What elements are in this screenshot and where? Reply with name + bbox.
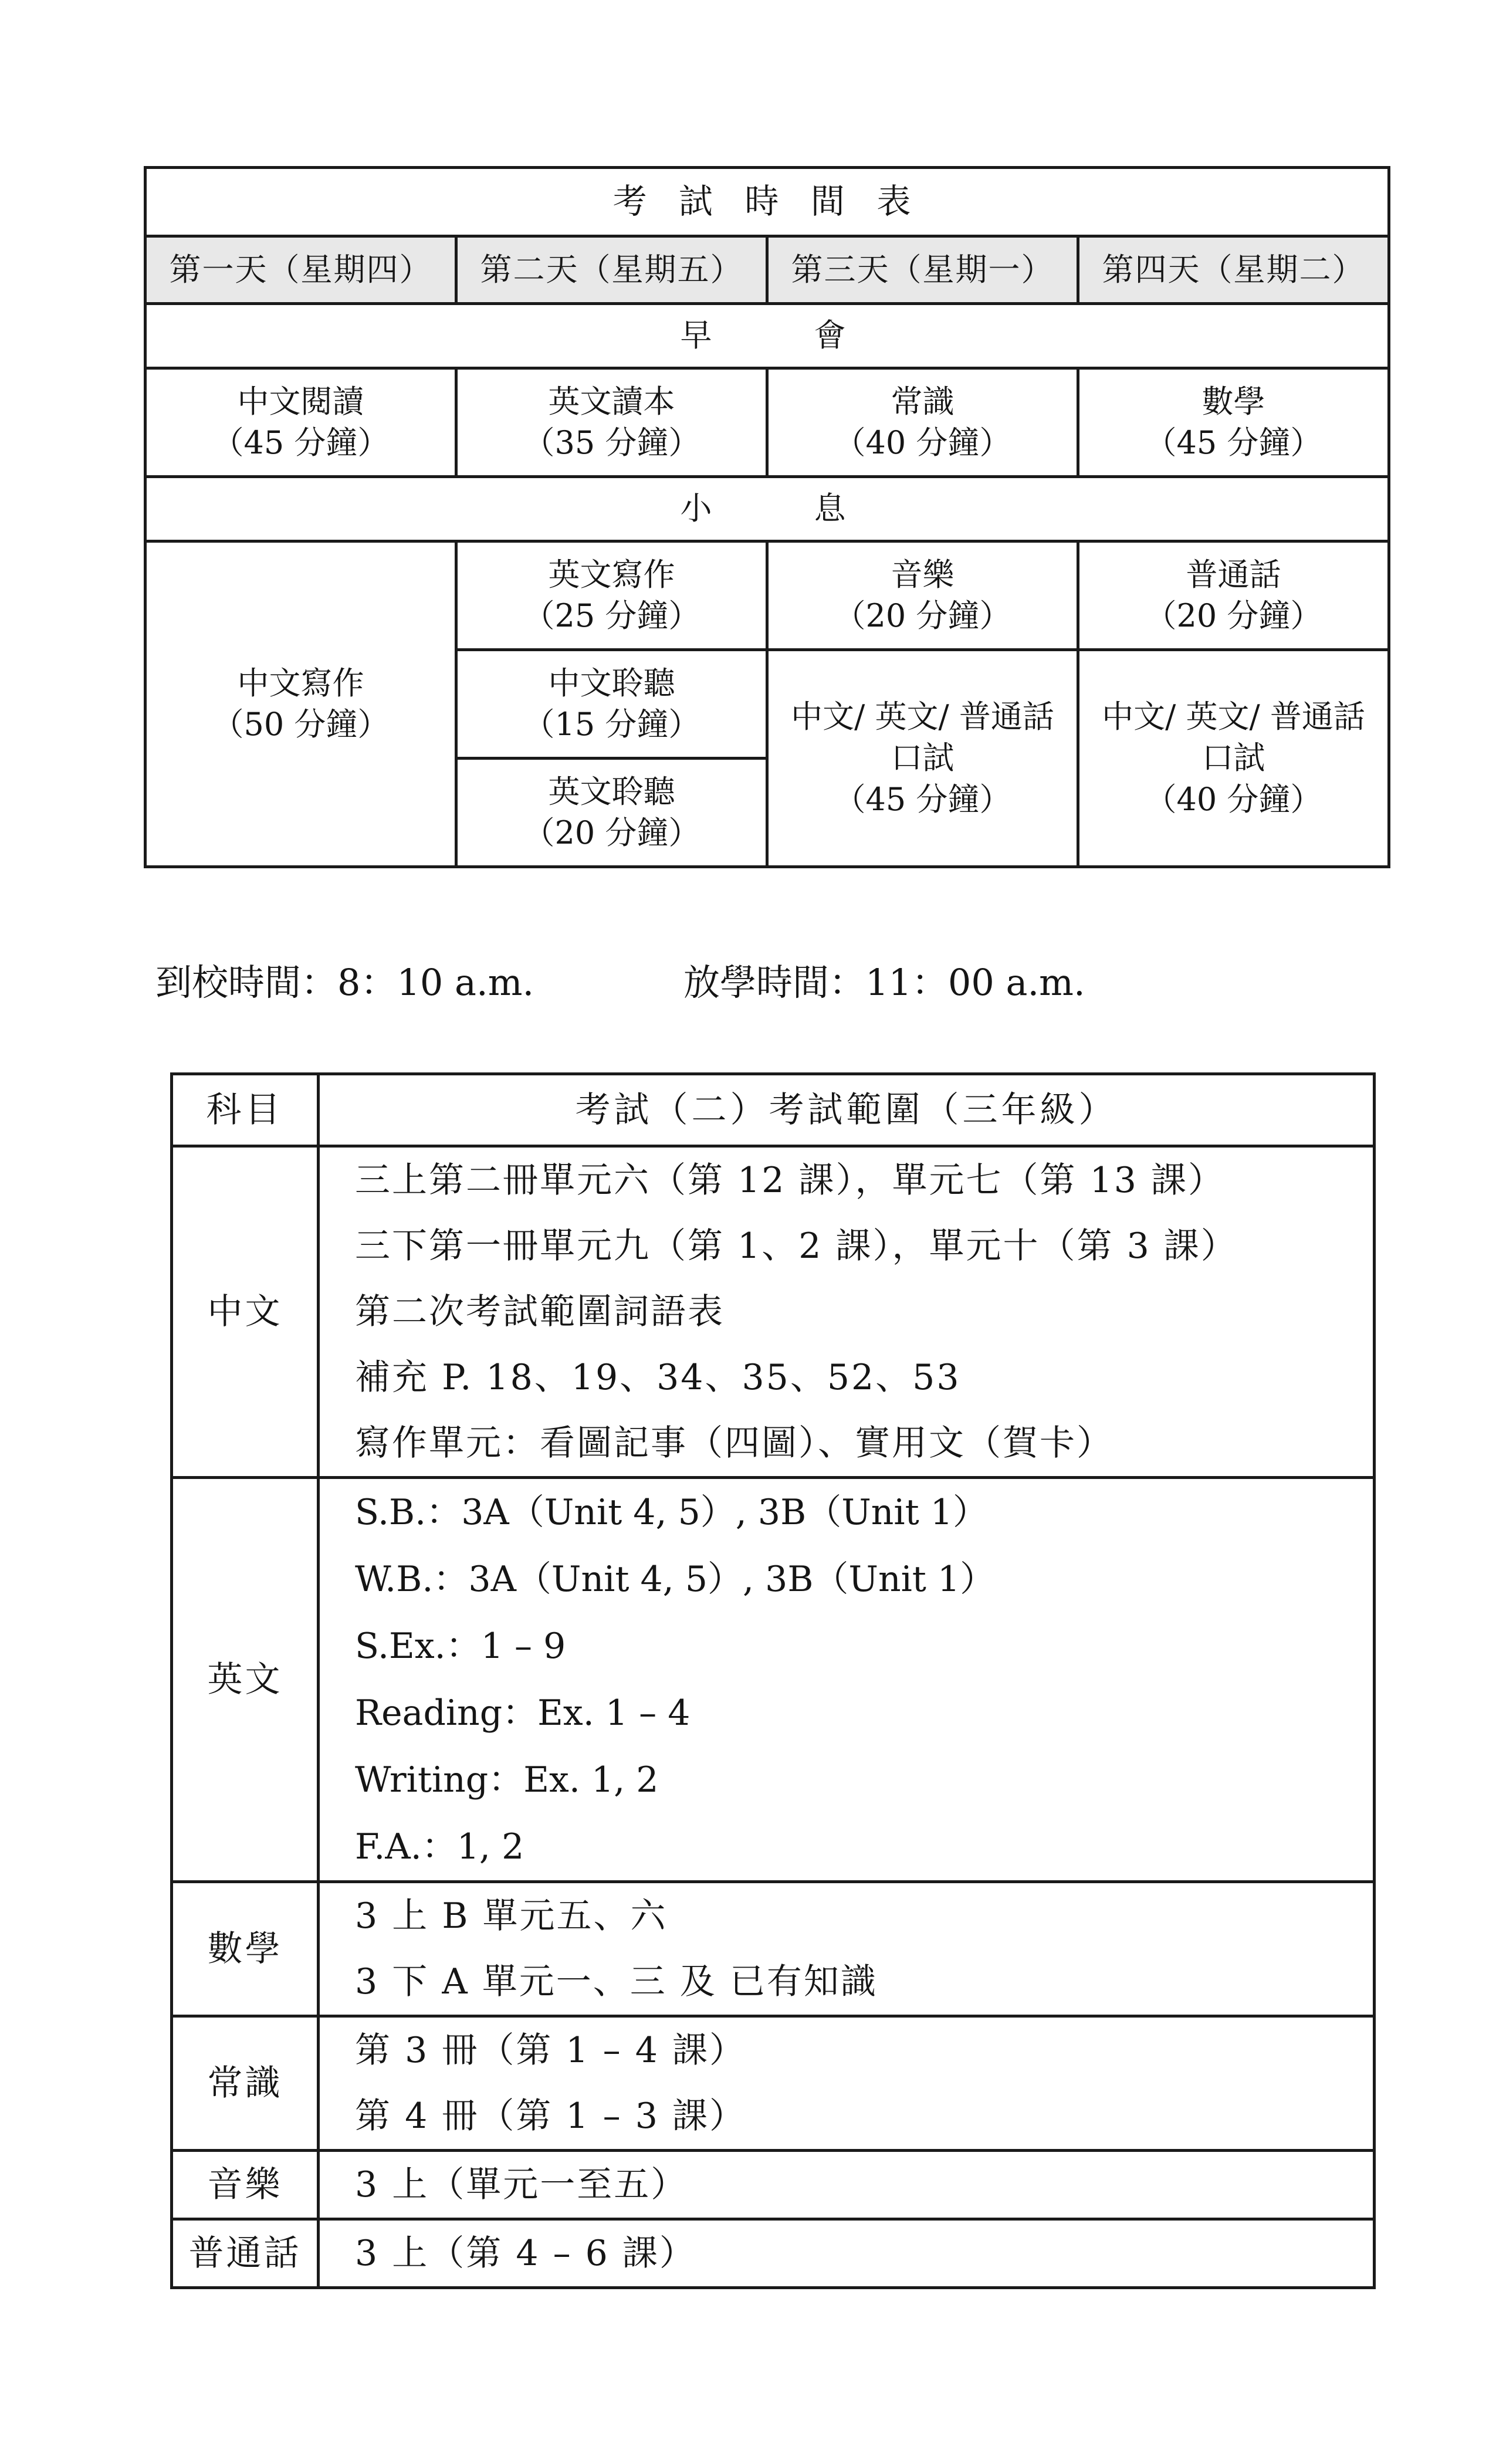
assembly-row: 早 會 (145, 304, 1389, 368)
exam-syllabus-table (170, 1072, 1376, 2289)
syllabus-row (172, 2016, 1375, 2151)
timetable-title: 考 試 時 間 表 (145, 168, 1389, 236)
block2-day2-english-writing: 英文寫作 （25 分鐘） (456, 541, 767, 650)
syllabus-content (319, 2151, 1375, 2219)
block2-day2-english-listening: 英文聆聽 （20 分鐘） (456, 759, 767, 867)
syllabus-line: S.Ex.：1 – 9 (355, 1626, 566, 1667)
syllabus-row (172, 2151, 1375, 2219)
syllabus-line: Writing：Ex. 1, 2 (355, 1759, 659, 1800)
dismissal-time: 放學時間：11：00 a.m. (683, 961, 1085, 1004)
syllabus-line: S.B.：3A（Unit 4, 5）, 3B（Unit 1） (355, 1492, 988, 1533)
recess-row: 小 息 (145, 477, 1389, 541)
syllabus-content (319, 1478, 1375, 1882)
syllabus-row (172, 1146, 1375, 1478)
syllabus-content (319, 1882, 1375, 2016)
syllabus-row (172, 1882, 1375, 2016)
syllabus-line: 第二次考試範圍詞語表 (355, 1291, 725, 1332)
syllabus-line: 寫作單元：看圖記事（四圖）、實用文（賀卡） (355, 1423, 1113, 1464)
block1-day4: 數學 （45 分鐘） (1078, 368, 1389, 477)
syllabus-line: 第 4 冊（第 1 – 3 課） (355, 2096, 746, 2137)
syllabus-content (319, 1146, 1375, 1478)
day-header-3: 第三天（星期一） (767, 236, 1078, 304)
syllabus-subject: 中文 (172, 1146, 319, 1478)
header-subject: 科目 (172, 1074, 319, 1146)
block2-day2-chinese-listening: 中文聆聽 （15 分鐘） (456, 650, 767, 759)
syllabus-line: W.B.：3A（Unit 4, 5）, 3B（Unit 1） (355, 1559, 996, 1600)
syllabus-subject: 普通話 (172, 2219, 319, 2288)
header-title: 考試（二）考試範圍（三年級） (319, 1074, 1375, 1146)
block2-day3-music: 音樂 （20 分鐘） (767, 541, 1078, 650)
syllabus-line: 3 上（第 4 – 6 課） (355, 2233, 696, 2274)
syllabus-line: 3 上（單元一至五） (355, 2164, 688, 2205)
syllabus-line: 第 3 冊（第 1 – 4 課） (355, 2030, 746, 2071)
syllabus-line: 3 上 B 單元五、六 (355, 1896, 668, 1937)
syllabus-subject: 常識 (172, 2016, 319, 2151)
syllabus-subject: 英文 (172, 1478, 319, 1882)
syllabus-line: Reading：Ex. 1 – 4 (355, 1693, 691, 1734)
syllabus-row (172, 2219, 1375, 2288)
block1-day1: 中文閱讀 （45 分鐘） (145, 368, 456, 477)
day-header-2: 第二天（星期五） (456, 236, 767, 304)
syllabus-content (319, 2219, 1375, 2288)
exam-timetable (144, 166, 1390, 868)
block2-day1: 中文寫作 （50 分鐘） (145, 541, 456, 867)
arrival-time: 到校時間：8：10 a.m. (155, 961, 534, 1004)
day-header-4: 第四天（星期二） (1078, 236, 1389, 304)
block2-day4-oral: 中文/ 英文/ 普通話 口試 （40 分鐘） (1078, 650, 1389, 867)
syllabus-subject: 音樂 (172, 2151, 319, 2219)
block2-day4-putonghua: 普通話 （20 分鐘） (1078, 541, 1389, 650)
syllabus-line: 3 下 A 單元一、三 及 已有知識 (355, 1961, 878, 2002)
syllabus-content (319, 2016, 1375, 2151)
syllabus-line: 三下第一冊單元九（第 1、2 課），單元十（第 3 課） (355, 1226, 1238, 1267)
syllabus-row (172, 1478, 1375, 1882)
syllabus-line: 補充 P. 18、19、34、35、52、53 (355, 1357, 961, 1398)
syllabus-line: F.A.：1, 2 (355, 1826, 524, 1867)
block2-day3-oral: 中文/ 英文/ 普通話 口試 （45 分鐘） (767, 650, 1078, 867)
block1-day3: 常識 （40 分鐘） (767, 368, 1078, 477)
syllabus-subject: 數學 (172, 1882, 319, 2016)
syllabus-line: 三上第二冊單元六（第 12 課），單元七（第 13 課） (355, 1160, 1225, 1201)
day-header-1: 第一天（星期四） (145, 236, 456, 304)
block1-day2: 英文讀本 （35 分鐘） (456, 368, 767, 477)
